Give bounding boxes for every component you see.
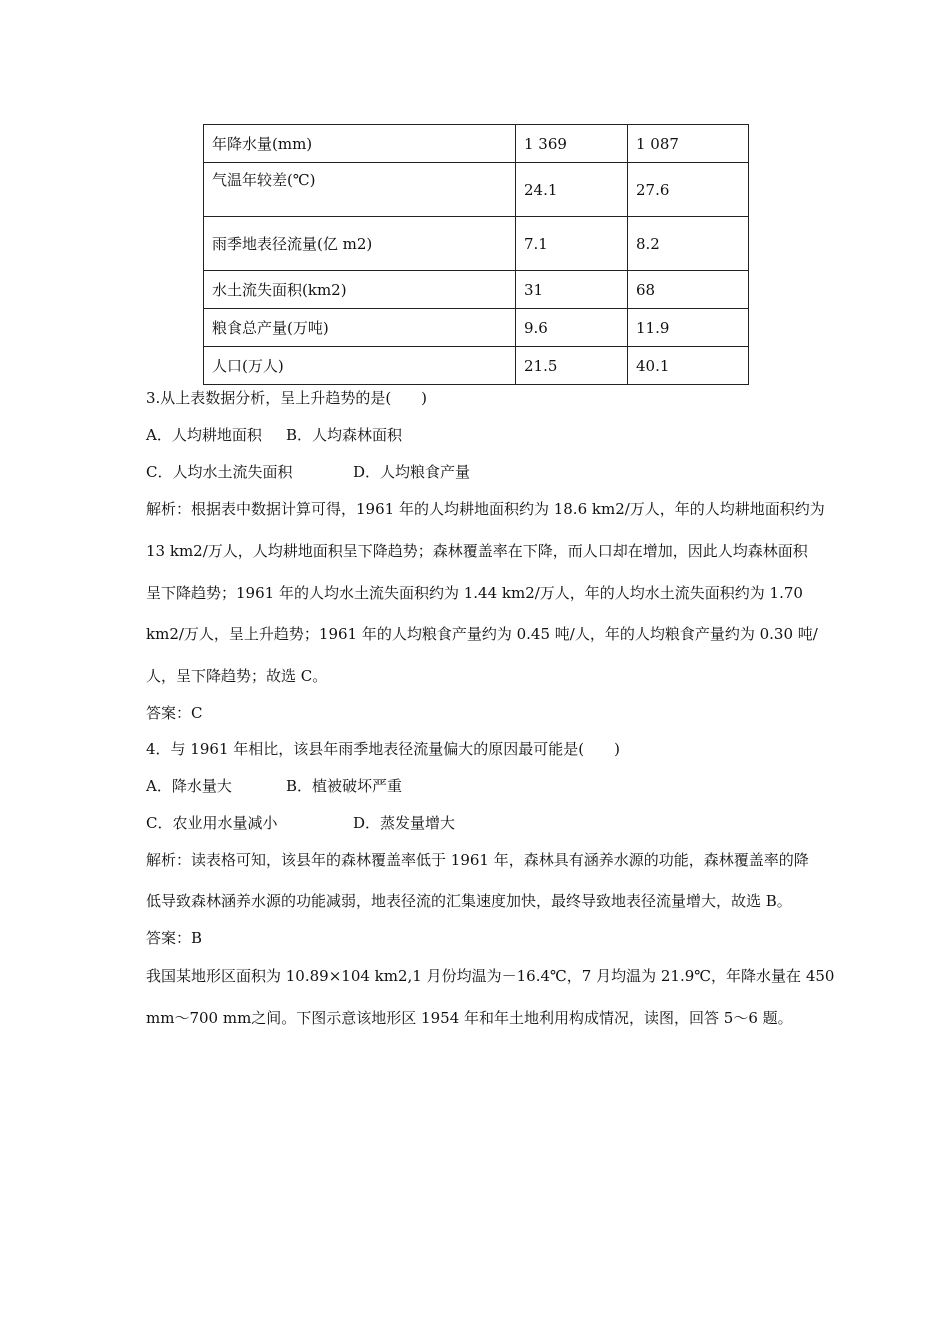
table-cell-value: 1 369 bbox=[516, 125, 628, 163]
table-row bbox=[204, 125, 749, 163]
question-3-analysis-line: km2/万人，呈上升趋势；1961 年的人均粮食产量约为 0.45 吨/人，年的人均粮食产量约为 0.30 吨/ bbox=[146, 625, 818, 643]
table-cell-value: 9.6 bbox=[516, 309, 628, 347]
table-cell-label: 雨季地表径流量(亿 m2) bbox=[204, 217, 516, 271]
question-3-options-cd bbox=[146, 462, 470, 482]
intro-5-6-line: mm～700 mm之间。下图示意该地形区 1954 年和年土地利用构成情况，读图，回答 5～6 题。 bbox=[146, 1009, 793, 1027]
question-4-answer: 答案：B bbox=[146, 929, 203, 947]
question-3-stem: 3.从上表数据分析，呈上升趋势的是( ) bbox=[146, 389, 428, 407]
question-4-options-ab bbox=[146, 776, 402, 796]
table-row bbox=[204, 163, 749, 217]
option-a: A．人均耕地面积 bbox=[146, 426, 262, 444]
table-cell-label: 水土流失面积(km2) bbox=[204, 271, 516, 309]
table-cell-value: 8.2 bbox=[628, 217, 749, 271]
option-b: B．植被破坏严重 bbox=[286, 777, 403, 795]
question-3-analysis-line: 13 km2/万人，人均耕地面积呈下降趋势；森林覆盖率在下降，而人口却在增加，因此人均森林面积 bbox=[146, 542, 808, 560]
option-b: B．人均森林面积 bbox=[286, 426, 403, 444]
option-c: C．人均水土流失面积 bbox=[146, 463, 293, 481]
table-cell-label: 年降水量(mm) bbox=[204, 125, 516, 163]
table-row bbox=[204, 309, 749, 347]
table-cell-value: 27.6 bbox=[628, 163, 749, 217]
question-4-stem: 4．与 1961 年相比，该县年雨季地表径流量偏大的原因最可能是( ) bbox=[146, 740, 620, 758]
question-3-analysis-line: 呈下降趋势；1961 年的人均水土流失面积约为 1.44 km2/万人，年的人均水土流失面积约为 1.70 bbox=[146, 584, 803, 602]
table-cell-value: 11.9 bbox=[628, 309, 749, 347]
table-cell-value: 24.1 bbox=[516, 163, 628, 217]
option-d: D．蒸发量增大 bbox=[353, 814, 456, 832]
question-3-analysis-line: 人，呈下降趋势；故选 C。 bbox=[146, 667, 328, 685]
question-3-options-ab bbox=[146, 425, 402, 445]
question-4-analysis-line: 低导致森林涵养水源的功能减弱，地表径流的汇集速度加快，最终导致地表径流量增大，故选 B。 bbox=[146, 892, 792, 910]
question-4-analysis-line: 解析：读表格可知，该县年的森林覆盖率低于 1961 年，森林具有涵养水源的功能，森林覆盖率的降 bbox=[146, 851, 809, 869]
table-cell-label: 气温年较差(℃) bbox=[204, 163, 516, 217]
table-cell-value: 1 087 bbox=[628, 125, 749, 163]
table-row bbox=[204, 217, 749, 271]
table-cell-value: 68 bbox=[628, 271, 749, 309]
option-c: C．农业用水量减小 bbox=[146, 814, 278, 832]
intro-5-6-line: 我国某地形区面积为 10.89×104 km2,1 月份均温为－16.4℃，7 月均温为 21.9℃，年降水量在 450 bbox=[146, 967, 835, 985]
table-cell-value: 21.5 bbox=[516, 347, 628, 385]
data-table bbox=[203, 124, 749, 385]
table-cell-value: 40.1 bbox=[628, 347, 749, 385]
table-cell-value: 7.1 bbox=[516, 217, 628, 271]
table-row bbox=[204, 347, 749, 385]
table-cell-value: 31 bbox=[516, 271, 628, 309]
table-row bbox=[204, 271, 749, 309]
question-3-answer: 答案：C bbox=[146, 704, 203, 722]
option-a: A．降水量大 bbox=[146, 777, 232, 795]
table-cell-label: 人口(万人) bbox=[204, 347, 516, 385]
table-cell-label: 粮食总产量(万吨) bbox=[204, 309, 516, 347]
question-3-analysis-line: 解析：根据表中数据计算可得，1961 年的人均耕地面积约为 18.6 km2/万人，年的人均耕地面积约为 bbox=[146, 500, 825, 518]
option-d: D．人均粮食产量 bbox=[353, 463, 471, 481]
question-4-options-cd bbox=[146, 813, 455, 833]
